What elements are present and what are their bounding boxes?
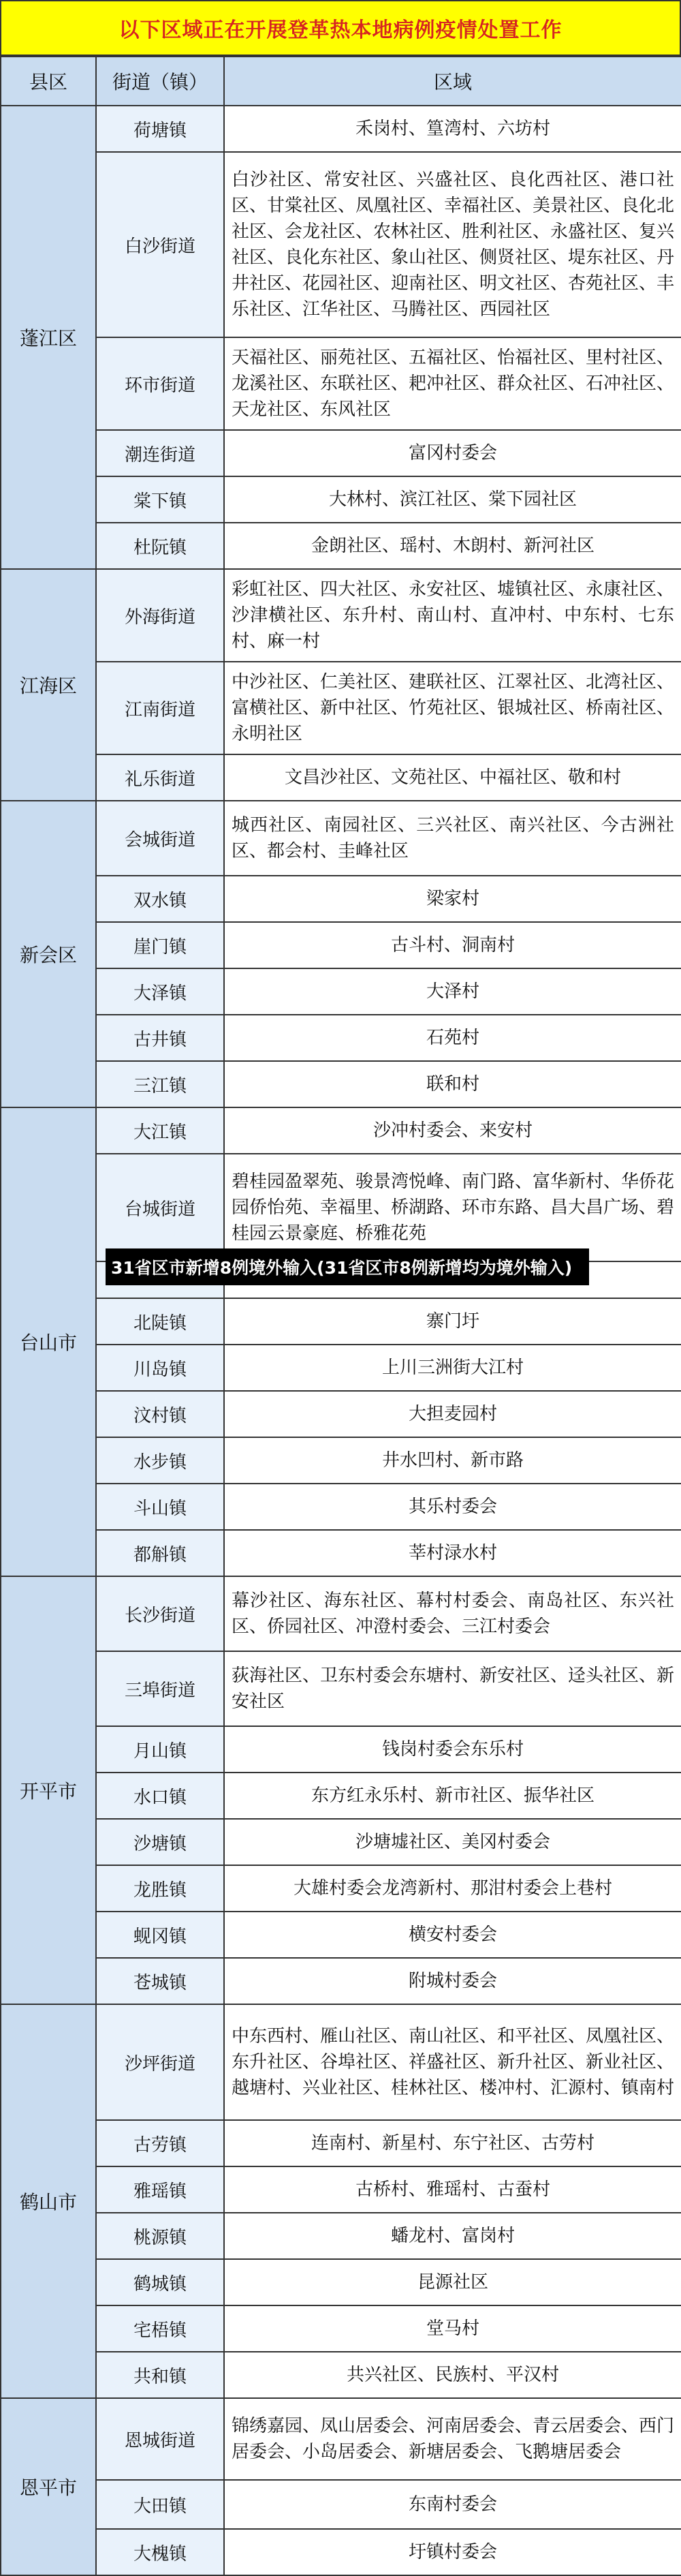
area-cell: 蟠龙村、富岗村 [224,2213,681,2259]
street-cell: 龙胜镇 [96,1865,224,1912]
table-row [1,1912,681,1958]
county-cell: 恩平市 [1,2398,96,2575]
table-row [1,1726,681,1773]
table-row [1,523,681,569]
area-cell: 天福社区、丽苑社区、五福社区、怡福社区、里村社区、龙溪社区、东联社区、耙冲社区、群众社区、石冲社区、天龙社区、东风社区 [224,337,681,430]
street-cell: 杜阮镇 [96,523,224,569]
street-cell: 古劳镇 [96,2120,224,2166]
street-cell: 沙坪街道 [96,2004,224,2120]
table-row [1,1530,681,1576]
table-row [1,1651,681,1726]
area-cell: 寨门圩 [224,1298,681,1345]
county-cell: 鹤山市 [1,2004,96,2398]
street-cell: 礼乐街道 [96,754,224,801]
table-row [1,801,681,876]
table-row [1,2529,681,2575]
table-body [1,106,681,2575]
street-cell: 水口镇 [96,1773,224,1819]
table-row [1,1061,681,1107]
street-cell: 桃源镇 [96,2213,224,2259]
area-cell: 古斗村、洞南村 [224,922,681,968]
street-cell: 荷塘镇 [96,106,224,152]
area-cell: 大担麦园村 [224,1391,681,1437]
area-cell: 上川三洲街大江村 [224,1345,681,1391]
area-cell: 大泽村 [224,968,681,1015]
street-cell: 恩城街道 [96,2398,224,2480]
street-cell: 月山镇 [96,1726,224,1773]
table-row [1,430,681,476]
street-cell: 大田镇 [96,2480,224,2529]
area-cell: 彩虹社区、四大社区、永安社区、墟镇社区、永康社区、沙津横社区、东升村、南山村、直冲村、中东村、七东村、麻一村 [224,569,681,662]
street-cell: 长沙街道 [96,1576,224,1651]
table-row [1,2213,681,2259]
area-cell: 文昌沙社区、文苑社区、中福社区、敬和村 [224,754,681,801]
table-row [1,2305,681,2352]
street-cell: 大槐镇 [96,2529,224,2575]
table-row [1,1865,681,1912]
header-county: 县区 [1,57,96,106]
street-cell: 宅梧镇 [96,2305,224,2352]
table-row [1,922,681,968]
area-cell: 中沙社区、仁美社区、建联社区、江翠社区、北湾社区、富横社区、新中社区、竹苑社区、银城社区、桥南社区、永明社区 [224,662,681,754]
area-cell: 沙塘墟社区、美冈村委会 [224,1819,681,1865]
area-cell: 大雄村委会龙湾新村、那泔村委会上巷村 [224,1865,681,1912]
area-cell: 禾岗村、篁湾村、六坊村 [224,106,681,152]
area-cell: 碧桂园盈翠苑、骏景湾悦峰、南门路、富华新村、华侨花园侨怡苑、幸福里、桥湖路、环市东路、昌大昌广场、碧桂园云景豪庭、桥雅花苑 [224,1154,681,1261]
table-row [1,476,681,523]
street-cell: 白沙街道 [96,152,224,337]
street-cell: 外海街道 [96,569,224,662]
area-cell: 中东西村、雁山社区、南山社区、和平社区、凤凰社区、东升社区、谷埠社区、祥盛社区、新升社区、新业社区、越塘村、兴业社区、桂林社区、楼冲村、汇源村、镇南村 [224,2004,681,2120]
street-cell: 会城街道 [96,801,224,876]
table-row [1,1391,681,1437]
area-cell: 昆源社区 [224,2259,681,2305]
table-row [1,1576,681,1651]
table-row [1,1298,681,1345]
area-cell: 古桥村、雅瑶村、古蚕村 [224,2166,681,2213]
header-row [1,57,681,106]
header-area: 区域 [224,57,681,106]
table-row [1,106,681,152]
table-row [1,1958,681,2004]
area-cell: 钱岗村委会东乐村 [224,1726,681,1773]
table-row [1,1345,681,1391]
street-cell: 双水镇 [96,876,224,922]
area-cell: 莘村渌水村 [224,1530,681,1576]
street-cell: 三江镇 [96,1061,224,1107]
street-cell: 环市街道 [96,337,224,430]
table-row [1,2004,681,2120]
area-cell: 联和村 [224,1061,681,1107]
street-cell: 崖门镇 [96,922,224,968]
street-cell: 蚬冈镇 [96,1912,224,1958]
area-cell: 共兴社区、民族村、平汉村 [224,2352,681,2398]
street-cell: 都斛镇 [96,1530,224,1576]
area-cell: 横安村委会 [224,1912,681,1958]
county-cell: 台山市 [1,1107,96,1576]
street-cell: 台城街道 [96,1154,224,1261]
area-cell: 其乐村委会 [224,1484,681,1530]
table-row [1,1107,681,1154]
street-cell: 共和镇 [96,2352,224,2398]
area-cell: 连南村、新星村、东宁社区、古劳村 [224,2120,681,2166]
street-cell: 雅瑶镇 [96,2166,224,2213]
table-row [1,876,681,922]
table-row [1,2166,681,2213]
table-row [1,1015,681,1061]
area-cell: 东南村委会 [224,2480,681,2529]
street-cell: 沙塘镇 [96,1819,224,1865]
table-row [1,754,681,801]
area-cell: 沙冲村委会、来安村 [224,1107,681,1154]
area-cell: 金朗社区、瑶村、木朗村、新河社区 [224,523,681,569]
table-row [1,1437,681,1484]
area-cell: 井水凹村、新市路 [224,1437,681,1484]
street-cell: 三埠街道 [96,1651,224,1726]
street-cell: 汶村镇 [96,1391,224,1437]
area-cell: 东方红永乐村、新市社区、振华社区 [224,1773,681,1819]
county-cell: 蓬江区 [1,106,96,569]
table-row [1,1773,681,1819]
table-row [1,569,681,662]
street-cell: 大泽镇 [96,968,224,1015]
area-cell: 堂马村 [224,2305,681,2352]
street-cell: 棠下镇 [96,476,224,523]
table-row [1,2352,681,2398]
news-banner: 31省区市新增8例境外输入(31省区市8例新增均为境外输入) [106,1248,589,1285]
header-street: 街道（镇） [96,57,224,106]
street-cell: 鹤城镇 [96,2259,224,2305]
table-row [1,1484,681,1530]
document-title: 以下区域正在开展登革热本地病例疫情处置工作 [0,0,681,56]
table-row [1,152,681,337]
table-row [1,2480,681,2529]
outbreak-area-table [0,56,681,2576]
table-row [1,968,681,1015]
street-cell: 川岛镇 [96,1345,224,1391]
area-cell: 锦绣嘉园、凤山居委会、河南居委会、青云居委会、西门居委会、小岛居委会、新塘居委会、飞鹅塘居委会 [224,2398,681,2480]
area-cell: 富冈村委会 [224,430,681,476]
area-cell: 城西社区、南园社区、三兴社区、南兴社区、今古洲社区、都会村、圭峰社区 [224,801,681,876]
area-cell: 白沙社区、常安社区、兴盛社区、良化西社区、港口社区、甘棠社区、凤凰社区、幸福社区、美景社区、良化北社区、会龙社区、农林社区、胜利社区、永盛社区、复兴社区、良化东社区、象山社区、侧贤社区、堤东社区、丹井社区、花园社区、迎南社区、明文社区、杏苑社区、丰乐社区、江华社区、马腾社区、西园社区 [224,152,681,337]
area-cell: 荻海社区、卫东村委会东塘村、新安社区、迳头社区、新安社区 [224,1651,681,1726]
county-cell: 开平市 [1,1576,96,2004]
street-cell: 古井镇 [96,1015,224,1061]
street-cell: 江南街道 [96,662,224,754]
table-row [1,2120,681,2166]
county-cell: 新会区 [1,801,96,1107]
area-cell: 附城村委会 [224,1958,681,2004]
table-row [1,337,681,430]
area-cell: 幕沙社区、海东社区、幕村村委会、南岛社区、东兴社区、侨园社区、冲澄村委会、三江村委会 [224,1576,681,1651]
area-cell: 圩镇村委会 [224,2529,681,2575]
table-row [1,2259,681,2305]
area-cell: 梁家村 [224,876,681,922]
area-cell: 石苑村 [224,1015,681,1061]
street-cell: 大江镇 [96,1107,224,1154]
table-row [1,662,681,754]
table-row [1,1154,681,1261]
street-cell: 北陡镇 [96,1298,224,1345]
area-cell: 大林村、滨江社区、棠下园社区 [224,476,681,523]
table-row [1,2398,681,2480]
street-cell: 水步镇 [96,1437,224,1484]
street-cell: 潮连街道 [96,430,224,476]
street-cell: 斗山镇 [96,1484,224,1530]
street-cell: 苍城镇 [96,1958,224,2004]
county-cell: 江海区 [1,569,96,801]
table-row [1,1819,681,1865]
